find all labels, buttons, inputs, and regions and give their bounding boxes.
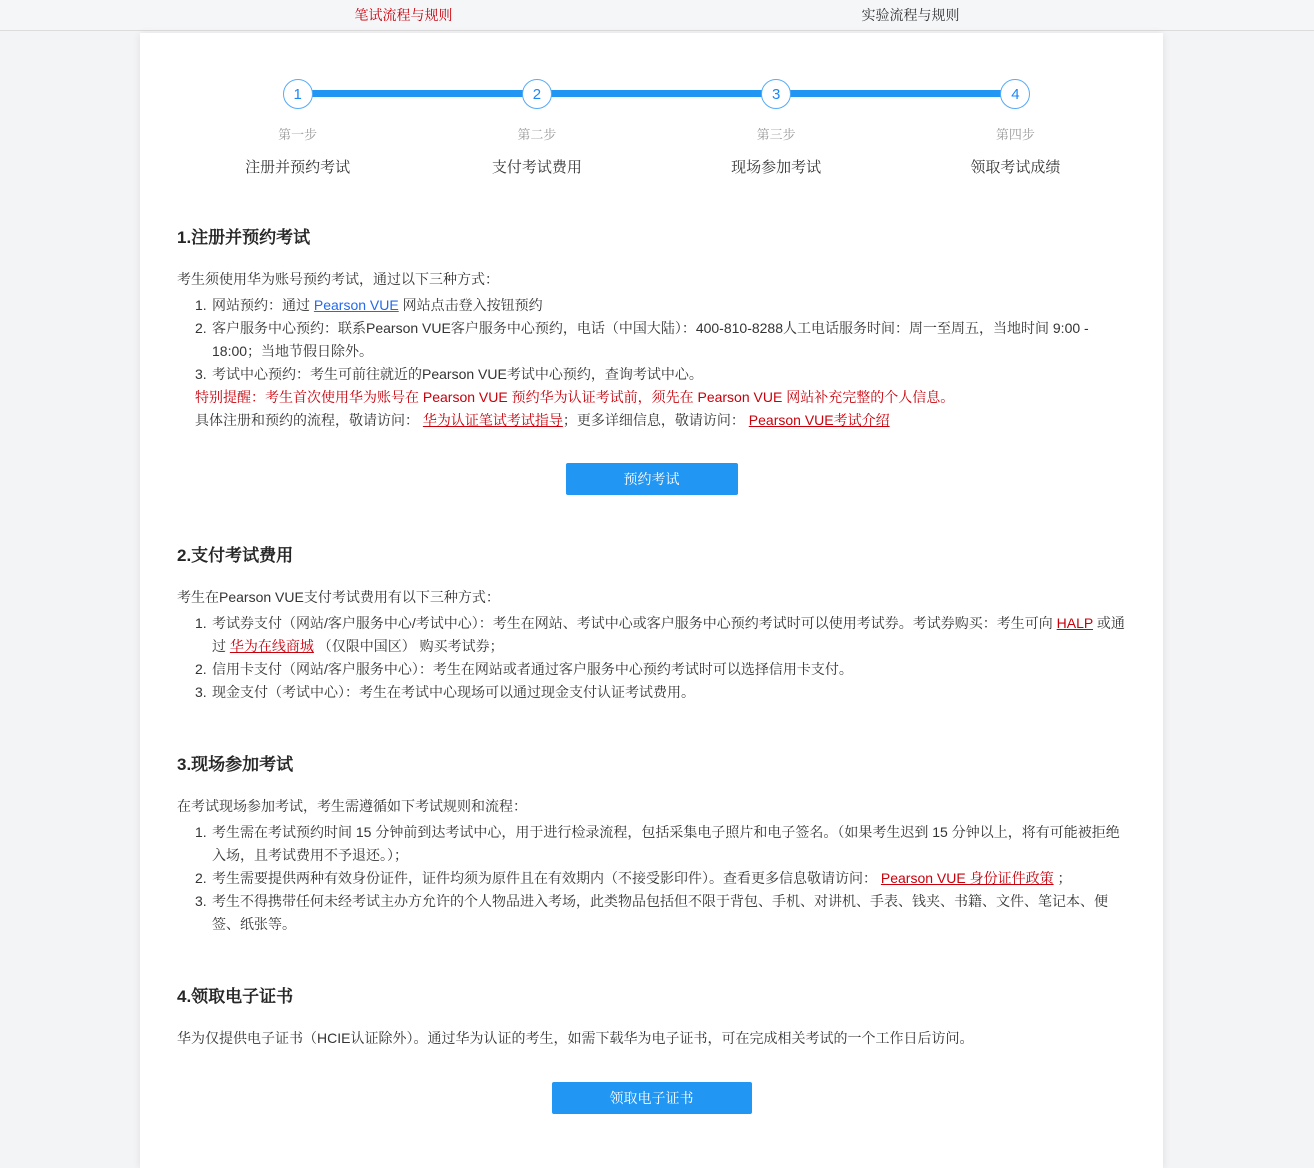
- list-item: 2. 考生需要提供两种有效身份证件，证件均须为原件且在有效期内（不接受影印件）。查看更多信息敬请访问： Pearson VUE 身份证件政策 ；: [195, 870, 1072, 886]
- section-2-list: [177, 612, 1126, 704]
- step-4-circle: [1000, 79, 1030, 109]
- inline-link[interactable]: 华为认证笔试考试指导: [422, 412, 563, 428]
- section-4-title: 4.领取电子证书: [177, 987, 294, 1006]
- list-item: 1. 网站预约：通过 Pearson VUE 网站点击登入按钮预约: [195, 297, 543, 313]
- step-4: [896, 79, 1135, 177]
- step-4-number: 4: [1011, 85, 1020, 103]
- list-item: 2. 信用卡支付（网站/客户服务中心）：考生在网站或者通过客户服务中心预约考试时可以选择信用卡支付。: [195, 661, 853, 677]
- inline-link[interactable]: Pearson VUE考试介绍: [748, 412, 890, 428]
- section-3-title: 3.现场参加考试: [177, 755, 294, 774]
- get-certificate-button[interactable]: 领取电子证书: [552, 1082, 752, 1114]
- step-2-name: 支付考试费用: [491, 159, 582, 176]
- step-3-name: 现场参加考试: [731, 159, 822, 176]
- step-4-name: 领取考试成绩: [970, 159, 1061, 176]
- step-1-number: 1: [293, 85, 302, 103]
- step-3-number: 3: [771, 85, 781, 103]
- registration-guide-note: 具体注册和预约的流程，敬请访问： 华为认证笔试考试指导；更多详细信息，敬请访问： Pearson VUE考试介绍: [195, 412, 890, 428]
- inline-link[interactable]: HALP: [1056, 615, 1093, 631]
- step-3-circle: [761, 79, 791, 109]
- list-item: 2. 客户服务中心预约：联系Pearson VUE客户服务中心预约，电话（中国大陆）：400-810-8288人工电话服务时间：周一至周五，当地时间 9:00 - 18:00；当地节假日除外。: [195, 320, 1089, 359]
- step-3-label: 第三步: [756, 127, 796, 142]
- main-content-card: [140, 33, 1163, 1168]
- step-1-name: 注册并预约考试: [245, 159, 351, 176]
- tab-lab-exam-process[interactable]: 实验流程与规则: [861, 7, 960, 23]
- step-1: [178, 79, 417, 177]
- section-3-list: [177, 821, 1126, 936]
- button-row: [177, 432, 1126, 495]
- inline-link[interactable]: 华为在线商城: [229, 638, 314, 654]
- section-payment: [177, 541, 1126, 704]
- list-item: 3. 现金支付（考试中心）：考生在考试中心现场可以通过现金支付认证考试费用。: [195, 684, 695, 700]
- section-2-intro: 考生在Pearson VUE支付考试费用有以下三种方式：: [177, 589, 500, 605]
- content-area: [177, 223, 1126, 1114]
- section-4-intro: 华为仅提供电子证书（HCIE认证除外）。通过华为认证的考生，如需下载华为电子证书，可在完成相关考试的一个工作日后访问。: [177, 1030, 974, 1046]
- step-3: [657, 79, 896, 177]
- list-item: 3. 考生不得携带任何未经考试主办方允许的个人物品进入考场，此类物品包括但不限于背包、手机、对讲机、手表、钱夹、书籍、文件、笔记本、便签、纸张等。: [195, 893, 1108, 932]
- step-2-number: 2: [532, 85, 542, 103]
- tab-written-exam-process[interactable]: 笔试流程与规则: [354, 7, 453, 23]
- top-tab-bar: [0, 0, 1314, 31]
- section-1-intro: 考生须使用华为账号预约考试，通过以下三种方式：: [177, 271, 499, 287]
- section-onsite-exam: [177, 750, 1126, 936]
- section-register-book: [177, 223, 1126, 495]
- step-2-label: 第二步: [517, 127, 557, 142]
- section-certificate: [177, 982, 1126, 1114]
- button-row: [177, 1050, 1126, 1114]
- section-1-list: [177, 294, 1126, 432]
- top-tab-container: [150, 0, 1164, 30]
- inline-link[interactable]: Pearson VUE: [313, 297, 399, 313]
- step-2: [417, 79, 656, 177]
- step-2-circle: [522, 79, 552, 109]
- inline-link[interactable]: Pearson VUE 身份证件政策: [880, 870, 1054, 886]
- step-1-label: 第一步: [278, 127, 318, 142]
- progress-stepper: [178, 33, 1135, 177]
- list-item: 1. 考生需在考试预约时间 15 分钟前到达考试中心，用于进行检录流程，包括采集电子照片和电子签名。（如果考生迟到 15 分钟以上，将有可能被拒绝入场，且考试费用不予退还。）；: [195, 824, 1120, 863]
- section-1-title: 1.注册并预约考试: [177, 228, 311, 247]
- section-3-intro: 在考试现场参加考试，考生需遵循如下考试规则和流程：: [177, 798, 527, 814]
- list-item: 3. 考试中心预约：考生可前往就近的Pearson VUE考试中心预约，查询考试中心。: [195, 366, 703, 382]
- list-item: 1. 考试券支付（网站/客户服务中心/考试中心）：考生在网站、考试中心或客户服务中心预约考试时可以使用考试券。考试券购买：考生可向 HALP 或通过 华为在线商城 （仅限中国区） 购买考试券；: [195, 615, 1125, 654]
- special-reminder-note: 特别提醒：考生首次使用华为账号在 Pearson VUE 预约华为认证考试前，须先在 Pearson VUE 网站补充完整的个人信息。: [195, 389, 955, 405]
- book-exam-button[interactable]: 预约考试: [566, 463, 738, 495]
- section-2-title: 2.支付考试费用: [177, 546, 294, 565]
- step-1-circle: [283, 79, 313, 109]
- step-4-label: 第四步: [995, 127, 1035, 142]
